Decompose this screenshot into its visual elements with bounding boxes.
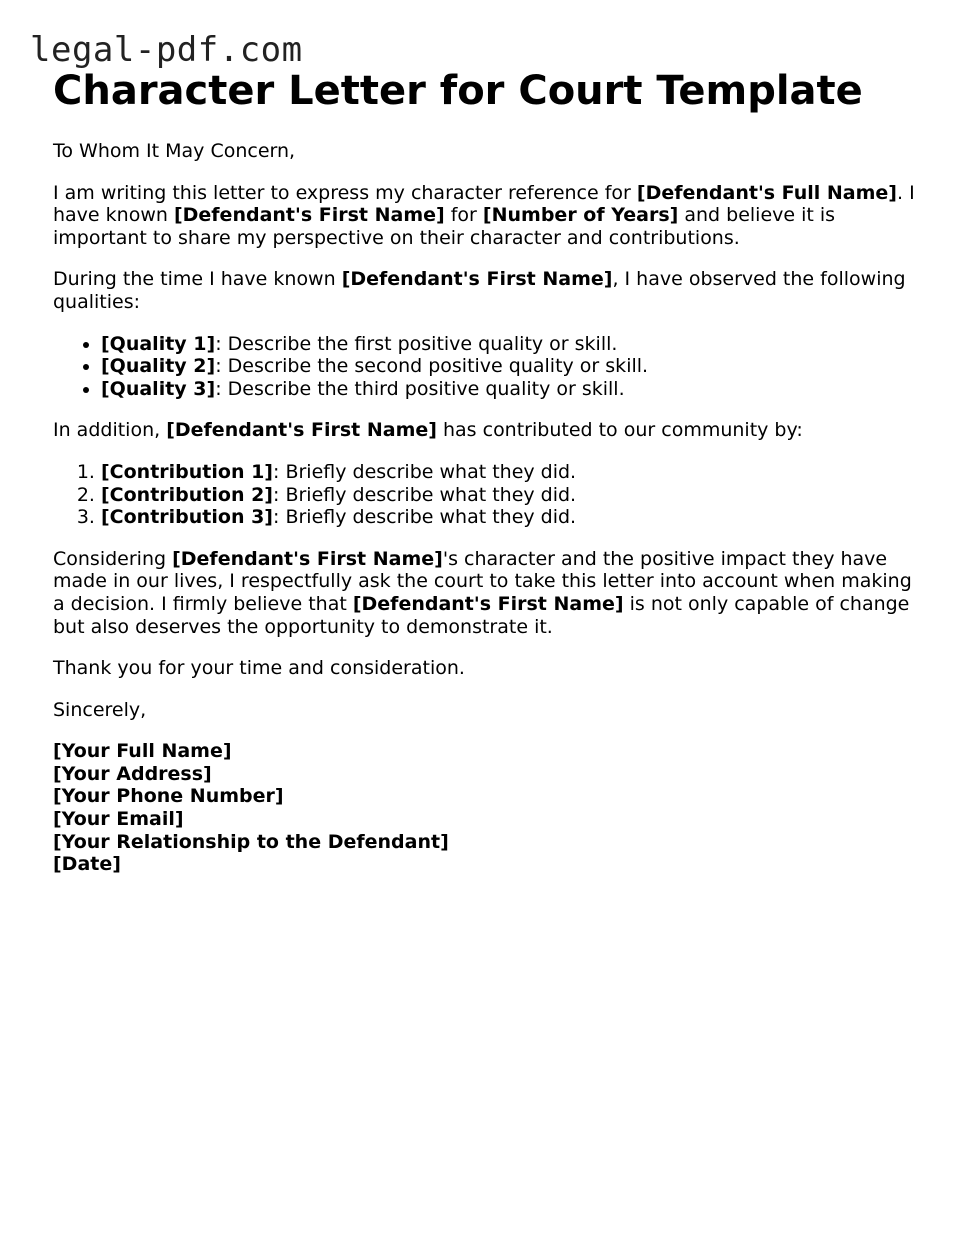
- text: 's character and the positive impact they have made in our lives, I respectfully ask the court to take this letter into account when making a decision. I firmly believe that: [53, 547, 912, 615]
- signature-relationship: [Your Relationship to the Defendant]: [53, 830, 449, 853]
- text: In addition,: [53, 419, 167, 442]
- list-item: [101, 355, 923, 378]
- signature-email: [Your Email]: [53, 808, 184, 831]
- contribution-label: [Contribution 3]: [101, 506, 273, 529]
- list-item: [101, 506, 923, 529]
- contribution-text: : Briefly describe what they did.: [273, 460, 577, 483]
- paragraph-request: [53, 548, 923, 638]
- text: . I have known: [53, 181, 915, 227]
- paragraph-introduction: [53, 182, 923, 250]
- text: I am writing this letter to express my character reference for: [53, 181, 637, 204]
- quality-label: [Quality 2]: [101, 355, 216, 378]
- watermark: legal-pdf.com: [30, 30, 303, 70]
- list-item: [101, 484, 923, 507]
- contribution-label: [Contribution 1]: [101, 460, 273, 483]
- list-item: [101, 378, 923, 401]
- qualities-list: [53, 333, 923, 401]
- contribution-text: : Briefly describe what they did.: [273, 506, 577, 529]
- quality-label: [Quality 3]: [101, 377, 216, 400]
- page-title: Character Letter for Court Template: [53, 68, 863, 114]
- quality-text: : Describe the third positive quality or skill.: [215, 377, 625, 400]
- list-item: [101, 461, 923, 484]
- placeholder-defendant-first-name: [Defendant's First Name]: [172, 547, 443, 570]
- contributions-list: [53, 461, 923, 529]
- signature-block: [53, 740, 923, 876]
- signature-phone: [Your Phone Number]: [53, 785, 284, 808]
- salutation: To Whom It May Concern,: [53, 140, 296, 162]
- text: , I have observed the following qualities:: [53, 268, 906, 313]
- text: During the time I have known: [53, 268, 342, 291]
- paragraph-contributions-intro: [53, 419, 923, 442]
- text: is not only capable of change but also deserves the opportunity to demonstrate it.: [53, 592, 910, 638]
- closing: Sincerely,: [53, 698, 147, 721]
- contribution-label: [Contribution 2]: [101, 483, 273, 506]
- placeholder-defendant-first-name: [Defendant's First Name]: [341, 268, 613, 291]
- text: Considering: [53, 547, 173, 570]
- text: has contributed to our community by:: [436, 419, 803, 442]
- quality-label: [Quality 1]: [101, 332, 216, 355]
- document-body: [53, 66, 923, 876]
- placeholder-number-of-years: [Number of Years]: [482, 204, 679, 227]
- placeholder-defendant-full-name: [Defendant's Full Name]: [636, 181, 897, 204]
- text: for: [444, 204, 483, 227]
- quality-text: : Describe the first positive quality or skill.: [215, 332, 618, 355]
- placeholder-defendant-first-name: [Defendant's First Name]: [166, 419, 437, 442]
- paragraph-qualities-intro: [53, 268, 923, 313]
- placeholder-defendant-first-name: [Defendant's First Name]: [173, 204, 445, 227]
- contribution-text: : Briefly describe what they did.: [273, 483, 577, 506]
- thanks-line: Thank you for your time and consideration.: [53, 657, 465, 680]
- list-item: [101, 333, 923, 356]
- quality-text: : Describe the second positive quality or skill.: [215, 355, 649, 378]
- signature-address: [Your Address]: [53, 762, 212, 785]
- text: and believe it is important to share my perspective on their character and contributions.: [53, 204, 836, 249]
- signature-name: [Your Full Name]: [53, 740, 232, 763]
- signature-date: [Date]: [53, 853, 121, 876]
- placeholder-defendant-first-name: [Defendant's First Name]: [352, 592, 624, 615]
